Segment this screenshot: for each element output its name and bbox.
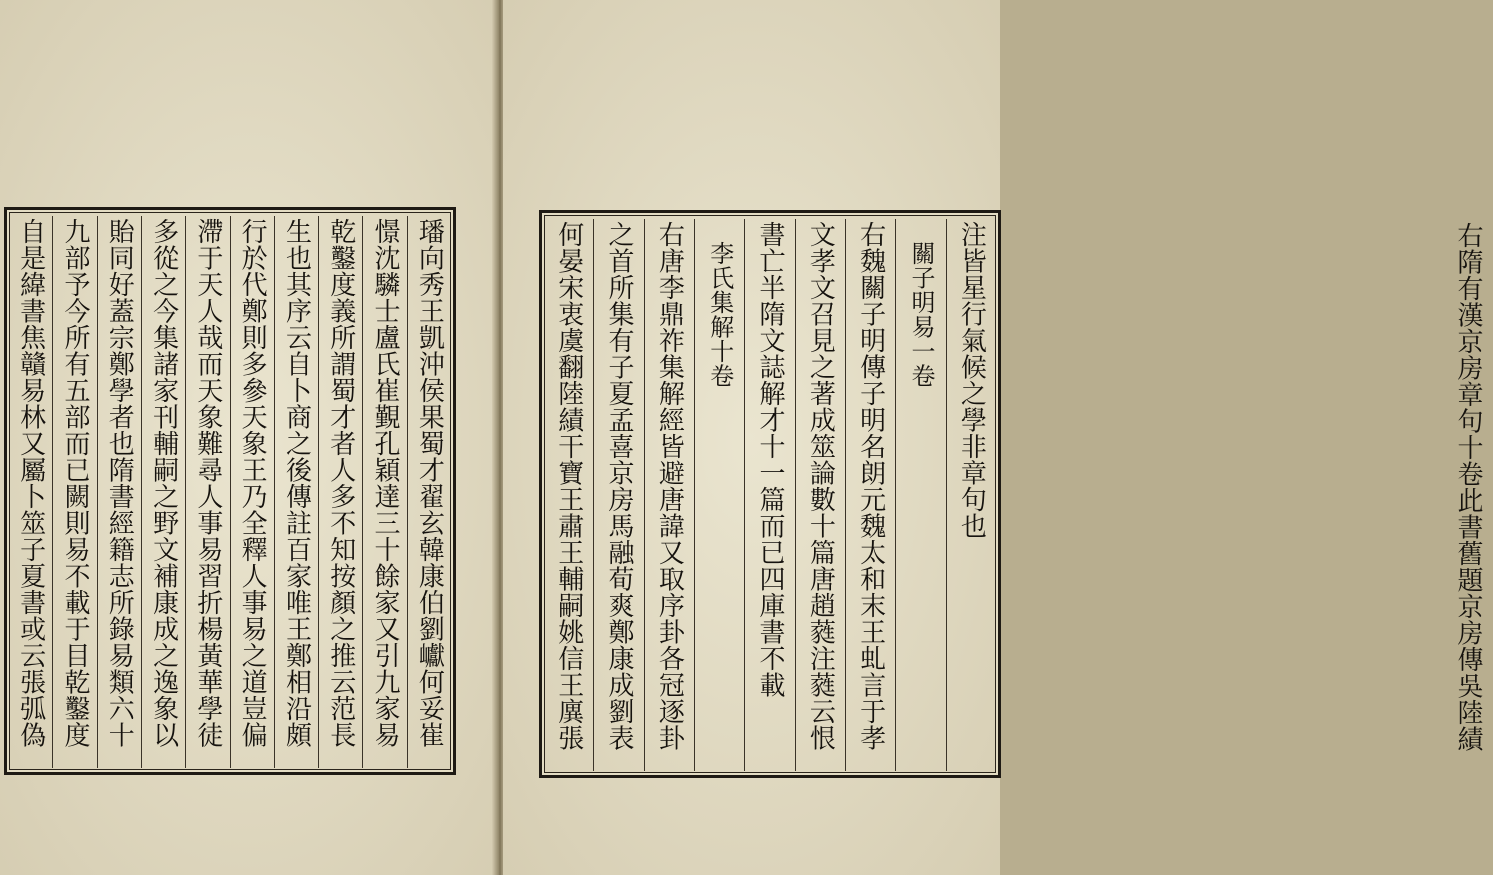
column-text: 乾鑿度義所謂蜀才者人多不知按顏之推云范長: [325, 218, 356, 748]
text-column: [946, 219, 996, 771]
text-column: [274, 216, 318, 768]
column-text: 生也其序云自卜商之後傳註百家唯王鄭相沿頗: [281, 218, 312, 748]
column-text: 之首所集有子夏孟喜京房馬融荀爽鄭康成劉表: [604, 221, 635, 751]
text-column: [544, 219, 593, 771]
section-title-column: [694, 219, 744, 771]
column-text: 憬沈驎士盧氏崔覲孔穎達三十餘家又引九家易: [370, 218, 401, 748]
text-column: [52, 216, 96, 768]
text-column: [97, 216, 141, 768]
section-title-column: [895, 219, 945, 771]
section-title: 關子明易一卷: [907, 241, 935, 388]
text-column: [744, 219, 794, 771]
column-text: 何晏宋衷虞翻陸績干寶王肅王輔嗣姚信王廙張: [553, 221, 584, 751]
left-text-frame: [4, 207, 456, 775]
column-text: 貽同好蓋宗鄭學者也隋書經籍志所錄易類六十: [104, 218, 135, 748]
outer-column-text: 右隋有漢京房章句十卷此書舊題京房傳吳陸績: [1453, 222, 1483, 752]
column-text: 璠向秀王凱沖侯果蜀才翟玄韓康伯劉巘何妥崔: [414, 218, 445, 748]
left-page: [0, 0, 497, 875]
column-text: 自是緯書焦贛易林又屬卜筮子夏書或云張弧偽: [15, 218, 46, 748]
text-column: [593, 219, 643, 771]
text-column: [141, 216, 185, 768]
text-column: [9, 216, 52, 768]
text-column: [230, 216, 274, 768]
right-page: [503, 0, 1483, 875]
column-text: 文孝文召見之著成筮論數十篇唐趙蕤注蕤云恨: [805, 221, 836, 751]
right-columns: [544, 219, 996, 771]
text-column: [795, 219, 845, 771]
column-text: 九部予今所有五部而已闕則易不載于目乾鑿度: [59, 218, 90, 748]
left-columns: [9, 216, 451, 768]
outer-column: [1443, 220, 1493, 780]
column-text: 多從之今集諸家刊輔嗣之野文補康成之逸象以: [148, 218, 179, 748]
text-column: [407, 216, 451, 768]
column-text: 右魏關子明傳子明名朗元魏太和末王虬言于孝: [855, 221, 886, 751]
text-column: [644, 219, 694, 771]
text-column: [362, 216, 406, 768]
column-text: 行於代鄭則多參天象王乃全釋人事易之道豈偏: [237, 218, 268, 748]
text-column: [185, 216, 229, 768]
text-column: [845, 219, 895, 771]
column-text: 書亡半隋文誌解才十一篇而已四庫書不載: [755, 221, 786, 698]
column-text: 右唐李鼎祚集解經皆避唐諱又取序卦各冠逐卦: [654, 221, 685, 751]
column-text: 滯于天人哉而天象難尋人事易習折楊黃華學徒: [192, 218, 223, 748]
section-title: 李氏集解十卷: [705, 241, 734, 388]
column-text: 注皆星行氣候之學非章句也: [956, 221, 987, 539]
text-column: [318, 216, 362, 768]
right-text-frame: [539, 210, 1001, 778]
